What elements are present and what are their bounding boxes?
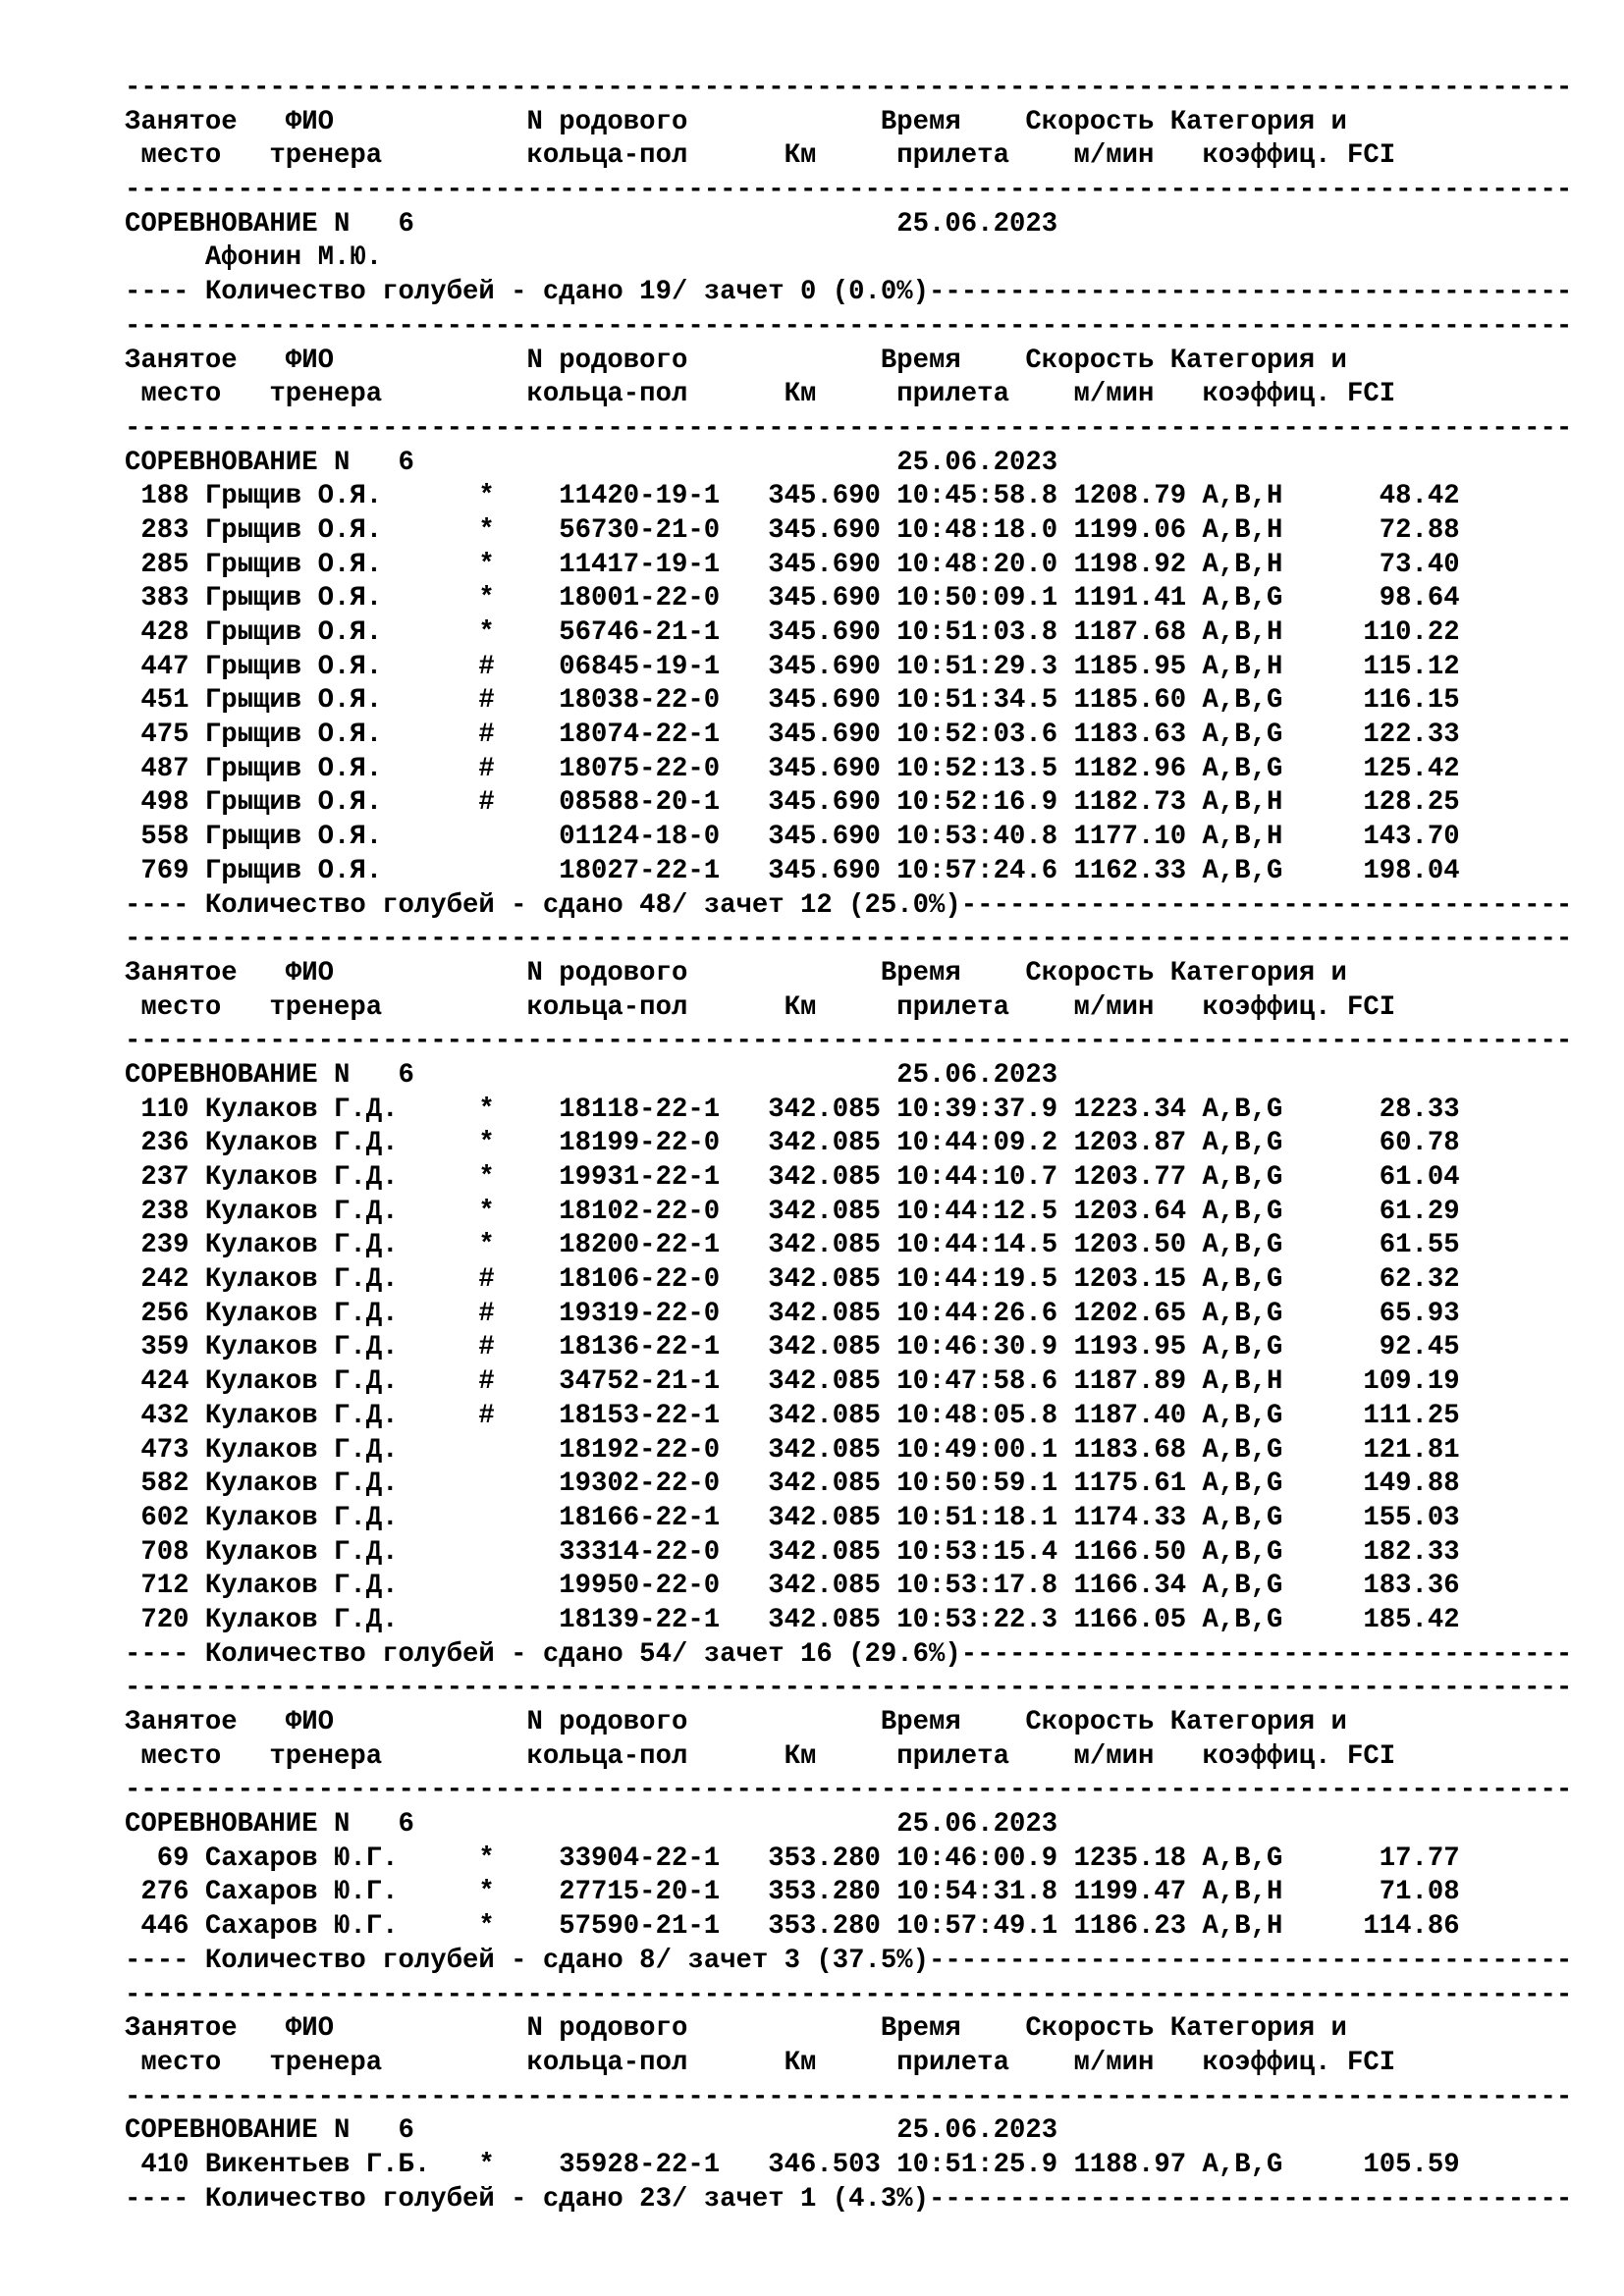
divider-line: ------------------------------------------------------------------------------------------ [125, 2081, 1573, 2112]
trainer-name-line: Афонин М.Ю. [125, 242, 383, 274]
table-row: 188 Грыщив О.Я. * 11420-19-1 345.690 10:45:58.8 1208.79 A,B,H 48.42 [125, 481, 1460, 512]
divider-line: ------------------------------------------------------------------------------------------ [125, 1673, 1573, 1704]
divider-line: ------------------------------------------------------------------------------------------ [125, 1026, 1573, 1057]
table-row: 359 Кулаков Г.Д. # 18136-22-1 342.085 10:46:30.9 1193.95 A,B,G 92.45 [125, 1332, 1460, 1363]
table-row: 582 Кулаков Г.Д. 19302-22-0 342.085 10:50:59.1 1175.61 A,B,G 149.88 [125, 1468, 1460, 1500]
table-header-row-2: место тренера кольца-пол Км прилета м/мин коэффиц. FCI [125, 140, 1396, 172]
table-row: 237 Кулаков Г.Д. * 19931-22-1 342.085 10:44:10.7 1203.77 A,B,G 61.04 [125, 1162, 1460, 1193]
competition-line: СОРЕВНОВАНИЕ N 6 25.06.2023 [125, 1059, 1058, 1091]
table-row: 712 Кулаков Г.Д. 19950-22-0 342.085 10:53:17.8 1166.34 A,B,G 183.36 [125, 1571, 1460, 1602]
table-row: 410 Викентьев Г.Б. * 35928-22-1 346.503 10:51:25.9 1188.97 A,B,G 105.59 [125, 2149, 1460, 2180]
table-row: 769 Грыщив О.Я. 18027-22-1 345.690 10:57:24.6 1162.33 A,B,G 198.04 [125, 855, 1460, 886]
table-header-row-1: Занятое ФИО N родового Время Скорость Категория и [125, 345, 1347, 376]
table-row: 720 Кулаков Г.Д. 18139-22-1 342.085 10:53:22.3 1166.05 A,B,G 185.42 [125, 1604, 1460, 1635]
results-section [125, 923, 1572, 1672]
table-header-row-1: Занятое ФИО N родового Время Скорость Категория и [125, 2013, 1347, 2045]
table-header-row-1: Занятое ФИО N родового Время Скорость Категория и [125, 957, 1347, 988]
summary-line: ---- Количество голубей - сдано 19/ зачет 0 (0.0%)---------------------------------------- [125, 277, 1573, 308]
table-row: 487 Грыщив О.Я. # 18075-22-0 345.690 10:52:13.5 1182.96 A,B,G 125.42 [125, 753, 1460, 784]
table-row: 110 Кулаков Г.Д. * 18118-22-1 342.085 10:39:37.9 1223.34 A,B,G 28.33 [125, 1094, 1460, 1125]
table-row: 242 Кулаков Г.Д. # 18106-22-0 342.085 10:44:19.5 1203.15 A,B,G 62.32 [125, 1264, 1460, 1296]
competition-line: СОРЕВНОВАНИЕ N 6 25.06.2023 [125, 1809, 1058, 1841]
table-row: 446 Сахаров Ю.Г. * 57590-21-1 353.280 10:57:49.1 1186.23 A,B,H 114.86 [125, 1911, 1460, 1943]
table-row: 285 Грыщив О.Я. * 11417-19-1 345.690 10:48:20.0 1198.92 A,B,H 73.40 [125, 549, 1460, 580]
table-row: 708 Кулаков Г.Д. 33314-22-0 342.085 10:53:15.4 1166.50 A,B,G 182.33 [125, 1536, 1460, 1568]
results-report [125, 72, 1572, 2216]
competition-line: СОРЕВНОВАНИЕ N 6 25.06.2023 [125, 2115, 1058, 2147]
table-row: 283 Грыщив О.Я. * 56730-21-0 345.690 10:48:18.0 1199.06 A,B,H 72.88 [125, 514, 1460, 546]
table-row: 238 Кулаков Г.Д. * 18102-22-0 342.085 10:44:12.5 1203.64 A,B,G 61.29 [125, 1196, 1460, 1227]
results-section [125, 310, 1572, 923]
table-row: 383 Грыщив О.Я. * 18001-22-0 345.690 10:50:09.1 1191.41 A,B,G 98.64 [125, 583, 1460, 614]
divider-line: ------------------------------------------------------------------------------------------ [125, 1775, 1573, 1806]
divider-line: ------------------------------------------------------------------------------------------ [125, 1979, 1573, 2010]
summary-line: ---- Количество голубей - сдано 23/ зачет 1 (4.3%)---------------------------------------- [125, 2183, 1573, 2215]
table-header-row-1: Занятое ФИО N родового Время Скорость Категория и [125, 106, 1347, 137]
table-row: 451 Грыщив О.Я. # 18038-22-0 345.690 10:51:34.5 1185.60 A,B,G 116.15 [125, 685, 1460, 717]
table-row: 473 Кулаков Г.Д. 18192-22-0 342.085 10:49:00.1 1183.68 A,B,G 121.81 [125, 1434, 1460, 1466]
table-row: 236 Кулаков Г.Д. * 18199-22-0 342.085 10:44:09.2 1203.87 A,B,G 60.78 [125, 1128, 1460, 1159]
table-row: 424 Кулаков Г.Д. # 34752-21-1 342.085 10:47:58.6 1187.89 A,B,H 109.19 [125, 1366, 1460, 1398]
table-row: 276 Сахаров Ю.Г. * 27715-20-1 353.280 10:54:31.8 1199.47 A,B,H 71.08 [125, 1877, 1460, 1908]
divider-line: ------------------------------------------------------------------------------------------ [125, 412, 1573, 444]
divider-line: ------------------------------------------------------------------------------------------ [125, 924, 1573, 955]
table-row: 475 Грыщив О.Я. # 18074-22-1 345.690 10:52:03.6 1183.63 A,B,G 122.33 [125, 720, 1460, 751]
table-row: 256 Кулаков Г.Д. # 19319-22-0 342.085 10:44:26.6 1202.65 A,B,G 65.93 [125, 1298, 1460, 1329]
table-row: 558 Грыщив О.Я. 01124-18-0 345.690 10:53:40.8 1177.10 A,B,H 143.70 [125, 822, 1460, 853]
competition-line: СОРЕВНОВАНИЕ N 6 25.06.2023 [125, 208, 1058, 240]
results-section [125, 1979, 1572, 2217]
summary-line: ---- Количество голубей - сдано 48/ зачет 12 (25.0%)-------------------------------------- [125, 889, 1573, 921]
table-row: 69 Сахаров Ю.Г. * 33904-22-1 353.280 10:46:00.9 1235.18 A,B,G 17.77 [125, 1842, 1460, 1874]
summary-line: ---- Количество голубей - сдано 54/ зачет 16 (29.6%)-------------------------------------- [125, 1638, 1573, 1670]
table-row: 447 Грыщив О.Я. # 06845-19-1 345.690 10:51:29.3 1185.95 A,B,H 115.12 [125, 651, 1460, 682]
results-section [125, 72, 1572, 310]
divider-line: ------------------------------------------------------------------------------------------ [125, 73, 1573, 103]
divider-line: ------------------------------------------------------------------------------------------ [125, 310, 1573, 342]
table-header-row-2: место тренера кольца-пол Км прилета м/мин коэффиц. FCI [125, 379, 1396, 410]
table-header-row-2: место тренера кольца-пол Км прилета м/мин коэффиц. FCI [125, 991, 1396, 1023]
table-header-row-2: место тренера кольца-пол Км прилета м/мин коэффиц. FCI [125, 2047, 1396, 2078]
divider-line: ------------------------------------------------------------------------------------------ [125, 175, 1573, 206]
table-row: 428 Грыщив О.Я. * 56746-21-1 345.690 10:51:03.8 1187.68 A,B,H 110.22 [125, 617, 1460, 648]
summary-line: ---- Количество голубей - сдано 8/ зачет 3 (37.5%)---------------------------------------- [125, 1945, 1573, 1976]
results-section [125, 1672, 1572, 1978]
table-row: 432 Кулаков Г.Д. # 18153-22-1 342.085 10:48:05.8 1187.40 A,B,G 111.25 [125, 1400, 1460, 1431]
table-header-row-1: Занятое ФИО N родового Время Скорость Категория и [125, 1707, 1347, 1737]
table-row: 239 Кулаков Г.Д. * 18200-22-1 342.085 10:44:14.5 1203.50 A,B,G 61.55 [125, 1230, 1460, 1261]
competition-line: СОРЕВНОВАНИЕ N 6 25.06.2023 [125, 447, 1058, 478]
table-row: 602 Кулаков Г.Д. 18166-22-1 342.085 10:51:18.1 1174.33 A,B,G 155.03 [125, 1502, 1460, 1533]
table-row: 498 Грыщив О.Я. # 08588-20-1 345.690 10:52:16.9 1182.73 A,B,H 128.25 [125, 787, 1460, 819]
table-header-row-2: место тренера кольца-пол Км прилета м/мин коэффиц. FCI [125, 1740, 1396, 1772]
